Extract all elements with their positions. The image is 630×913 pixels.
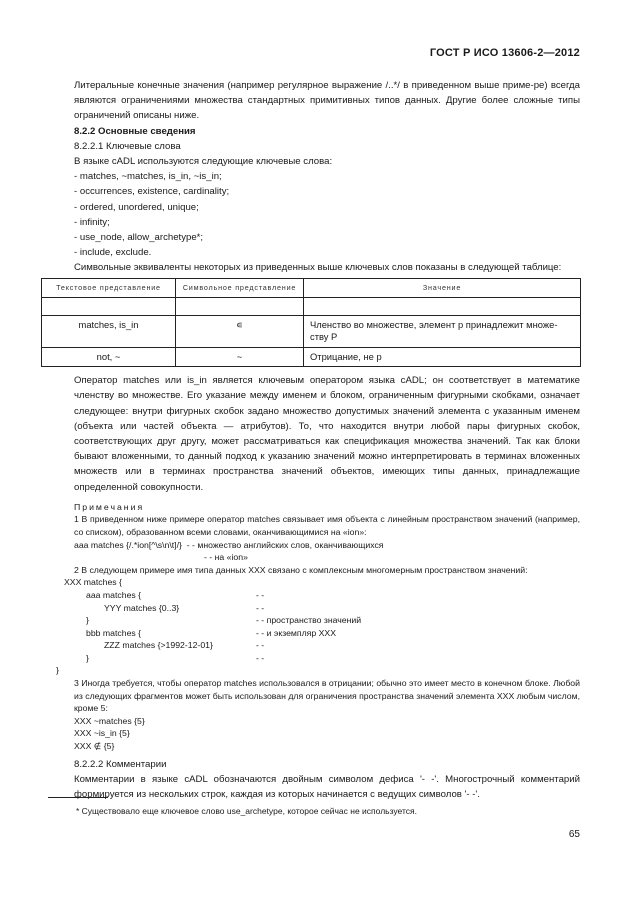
page-number: 65: [568, 829, 580, 840]
code-comment: - - пространство значений: [256, 615, 362, 626]
symbols-table: [41, 278, 581, 368]
table-intro: Символьные эквиваленты некоторых из приведенных выше ключевых слов показаны в следующей таблице:: [74, 262, 562, 274]
code-line: }: [86, 652, 89, 663]
table-header: Текстовое представление: [42, 278, 176, 297]
table-row: [42, 315, 581, 347]
table-cell: not, ~: [42, 347, 176, 367]
note-3-code: [74, 715, 580, 753]
table-cell: matches, is_in: [42, 315, 176, 347]
list-item: - occurrences, existence, cardinality;: [74, 186, 230, 198]
keywords-intro: В языке cADL используются следующие ключевые слова:: [74, 156, 333, 168]
code-line: XXX ~matches {5}: [74, 715, 145, 726]
code-line: }: [56, 665, 59, 676]
list-item: - use_node, allow_archetype*;: [74, 232, 204, 244]
list-item: - ordered, unordered, unique;: [74, 201, 199, 213]
comments-paragraph: Комментарии в языке cADL обозначаются двойным символом дефиса '- -'. Многострочный комментарий формируется из нескольких строк, каждая из которых начинается с ведущих символов '- -'.: [74, 773, 580, 801]
list-item: - include, exclude.: [74, 247, 152, 259]
code-line: bbb matches {: [86, 627, 142, 638]
document-header: ГОСТ Р ИСО 13606-2—2012: [429, 47, 580, 59]
note-3: 3 Иногда требуется, чтобы оператор matches использовался в отрицании; обычно это имеет место в конечном блоке. Любой из следующих фрагментов может быть использован для ограничения пространства значений элемента XXX любым числом, кроме 5:: [74, 678, 580, 714]
notes-block: [56, 501, 580, 753]
subsection-keywords-title: 8.2.2.1 Ключевые слова: [74, 140, 181, 152]
table-row: [42, 347, 581, 367]
code-line: aaa matches {: [86, 589, 142, 600]
code-comment: - -: [256, 602, 265, 613]
table-header: Значение: [304, 278, 581, 297]
code-line: XXX ~is_in {5}: [74, 728, 130, 739]
code-line: aaa matches {/.*ion[^\s\n\t]/} - - множество английских слов, оканчивающихся: [74, 539, 384, 550]
code-line: - - на «ion»: [204, 552, 248, 563]
notes-label: Примечания: [74, 501, 145, 512]
subsection-comments-title: 8.2.2.2 Комментарии: [74, 758, 167, 770]
note-1-code: [74, 539, 580, 564]
code-comment: - -: [256, 652, 265, 663]
code-comment: - -: [256, 589, 265, 600]
code-line: }: [86, 615, 89, 626]
code-line: XXX matches {: [64, 577, 122, 588]
note-2: 2 В следующем примере имя типа данных XXX связано с комплексным многомерным пространством значений:: [74, 564, 528, 575]
keywords-list: [74, 169, 580, 260]
code-line: YYY matches {0..3}: [104, 602, 180, 613]
table-cell: Отрицание, не p: [304, 347, 581, 367]
code-comment: - - и экземпляр XXX: [256, 627, 337, 638]
table-cell: ~: [176, 347, 304, 367]
list-item: - matches, ~matches, is_in, ~is_in;: [74, 171, 222, 183]
code-comment: - -: [256, 640, 265, 651]
code-line: ZZZ matches {>1992-12-01}: [104, 640, 213, 651]
page-content: [56, 78, 580, 802]
list-item: - infinity;: [74, 216, 110, 228]
table-cell: ∊: [176, 315, 304, 347]
intro-paragraph: Литеральные конечные значения (например регулярное выражение /..*/ в приведенном выше приме-ре) всегда являются ограничениями множества стандартных примитивных типов данных. Другие более сложные типы ограничений описаны ниже.: [74, 80, 580, 122]
code-line: XXX ∉ {5}: [74, 741, 115, 752]
operator-paragraph: Оператор matches или is_in является ключевым оператором языка cADL; он соответствует в математике членству во множестве. Его указание между именем и блоком, ограниченным фигурными скобками, означает следующее: внутри фигурных скобок задано множество допустимых значений элемента с указанным именем (объекта или частей объекта — атрибутов). То, что находится внутри любой пары фигурных скобок, соответствующих друг другу, может рассматриваться как спецификация множества значений. Так как блоки бывают вложенными, то данный подход к указанию значений можно интерпретировать в терминах вложенных множеств или в терминах пространства значений объектов, имеющих типы данных, принадлежащие определенной совокупности.: [74, 375, 580, 493]
note-2-code: [56, 576, 580, 677]
table-header: Символьное представление: [176, 278, 304, 297]
footnote-divider: [48, 797, 108, 798]
section-title: 8.2.2 Основные сведения: [74, 125, 196, 137]
table-cell: Членство во множестве, элемент p принадлежит множе-ству P: [304, 315, 581, 347]
note-1: 1 В приведенном ниже примере оператор matches связывает имя объекта с линейным пространством значений (например, со списком), образованном всеми словами, оканчивающимися на «ion»:: [74, 514, 580, 537]
footnote: * Существовало еще ключевое слово use_archetype, которое сейчас не используется.: [76, 806, 418, 816]
